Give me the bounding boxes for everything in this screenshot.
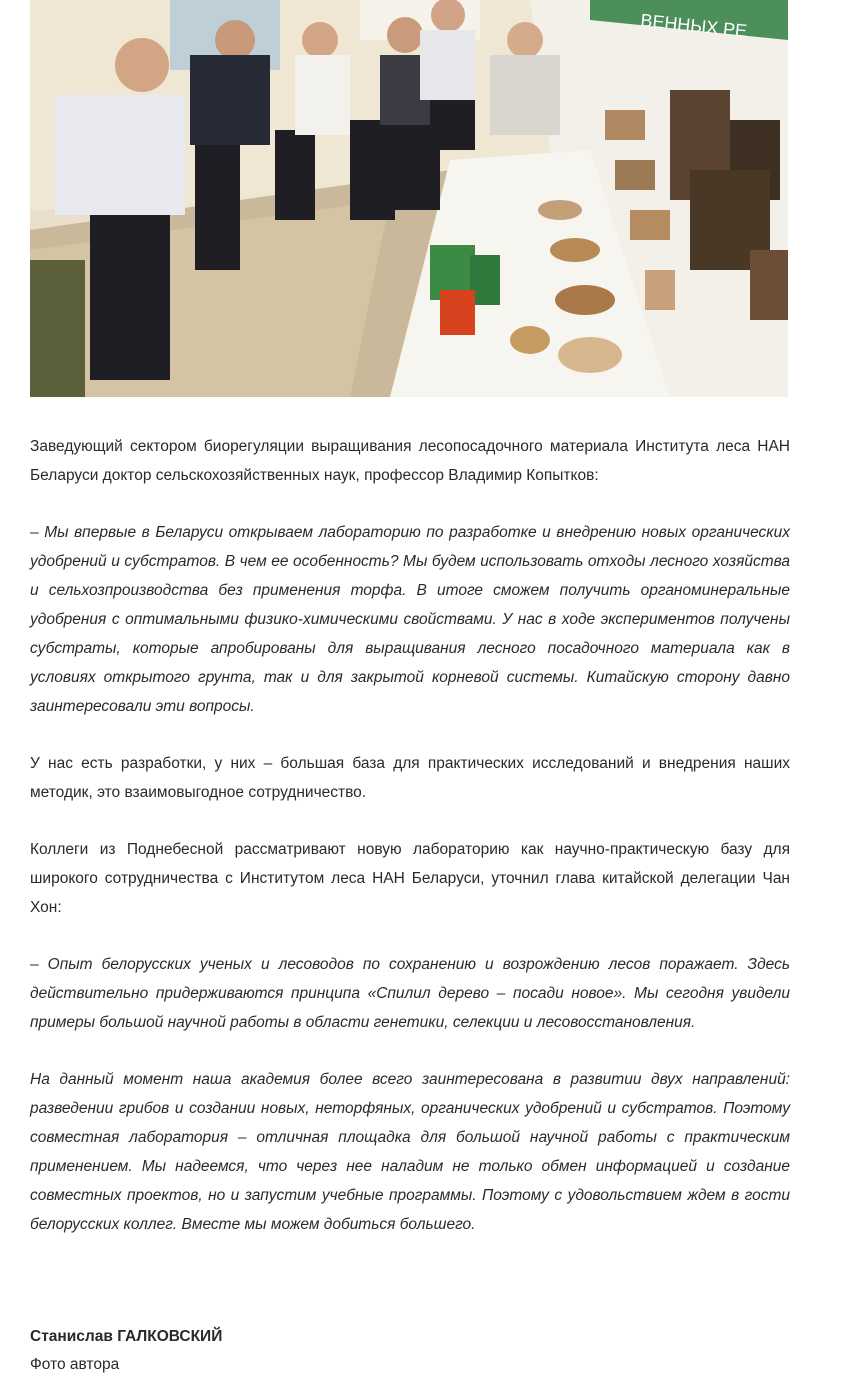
article-paragraph: У нас есть разработки, у них – большая база для практических исследований и внедрения наших методик, это взаимовыгодное сотрудничество. <box>30 755 790 801</box>
author-block <box>30 1323 222 1379</box>
article-paragraph-quote: На данный момент наша академия более всего заинтересована в развитии двух направлений: разведении грибов и создании новых, неторфяных, органических удобрений и субстратов. Поэтому совместная лаборатория – отличная площадка для большой научной работы с практическим применением. Мы надеемся, что через нее наладим не только обмен информацией и создание совместных проектов, но и запустим учебные программы. Поэтому с удовольствием ждем в гости белорусских коллег. Вместе мы можем добиться большего. <box>30 1071 790 1233</box>
article-paragraph: Заведующий сектором биорегуляции выращивания лесопосадочного материала Института леса НАН Беларуси доктор сельскохозяйственных наук, профессор Владимир Копытков: <box>30 438 790 484</box>
author-name: Станислав ГАЛКОВСКИЙ <box>30 1328 223 1345</box>
article-body <box>30 432 790 1267</box>
poster-heading: ВЕННЫХ РЕ <box>639 10 749 42</box>
photo-image-icon <box>30 0 788 397</box>
article-paragraph-quote: – Опыт белорусских ученых и лесоводов по сохранению и возрождению лесов поражает. Здесь действительно придерживаются принципа «Спилил дерево – посади новое». Мы сегодня увидели примеры большой научной работы в области генетики, селекции и лесовосстановления. <box>30 956 790 1031</box>
article-paragraph-quote: – Мы впервые в Беларуси открываем лабораторию по разработке и внедрению новых органических удобрений и субстратов. В чем ее особенность? Мы будем использовать отходы лесного хозяйства и сельхозпроизводства без применения торфа. В итоге сможем получить органоминеральные удобрения с оптимальными физико-химическими свойствами. У нас в ходе экспериментов получены субстраты, которые апробированы для выращивания лесного посадочного материала как в условиях открытого грунта, так и для закрытой корневой системы. Китайскую сторону давно заинтересовали эти вопросы. <box>30 524 790 715</box>
article-photo <box>30 0 788 397</box>
article-paragraph: Коллеги из Поднебесной рассматривают новую лабораторию как научно-практическую базу для широкого сотрудничества с Институтом леса НАН Беларуси, уточнил глава китайской делегации Чан Хон: <box>30 841 790 916</box>
photo-credit: Фото автора <box>30 1356 120 1373</box>
